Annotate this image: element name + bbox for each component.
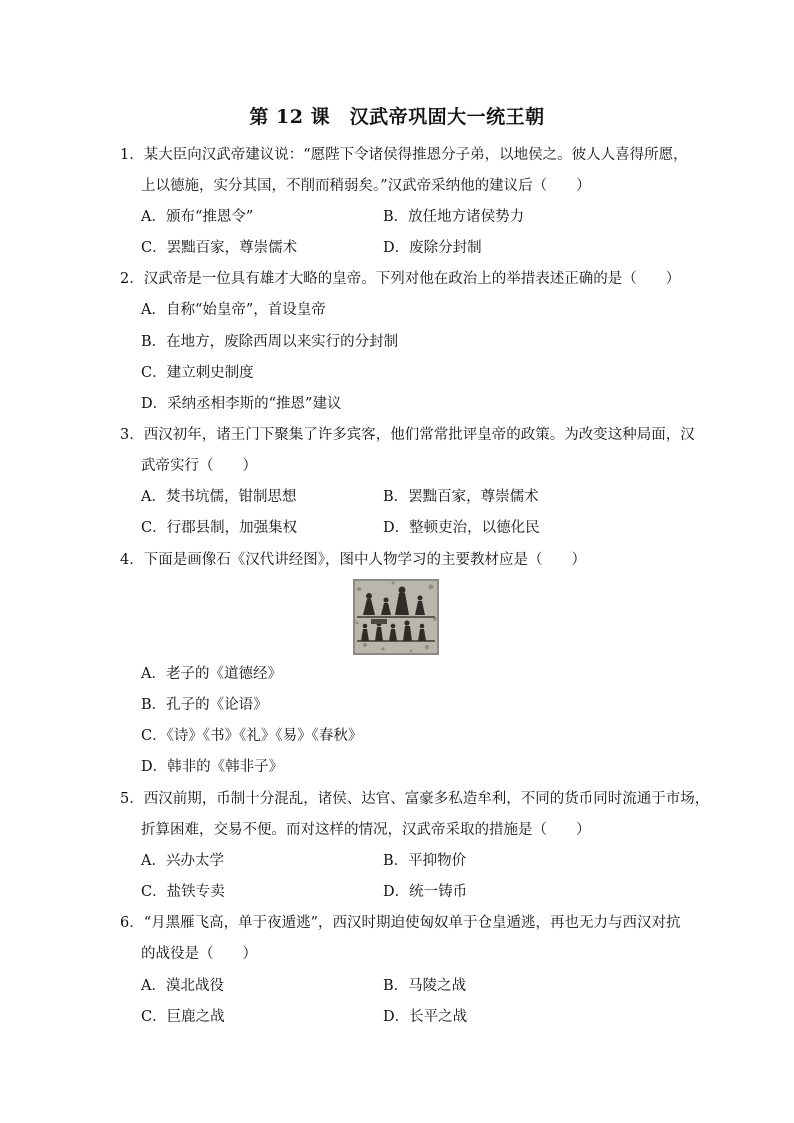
stone-relief-lecture-image bbox=[353, 579, 439, 655]
question-1-option-a[interactable]: A．颁布“推恩令” bbox=[141, 209, 254, 225]
question-5-option-c[interactable]: C．盐铁专卖 bbox=[141, 884, 225, 900]
question-6-stem-line-1: 6．“月黑雁飞高，单于夜遁逃”，西汉时期迫使匈奴单于仓皇遁逃，再也无力与西汉对抗 bbox=[120, 915, 681, 931]
question-6-option-b[interactable]: B．马陵之战 bbox=[383, 978, 467, 994]
question-3-option-a[interactable]: A．焚书坑儒，钳制思想 bbox=[141, 489, 297, 505]
question-6-option-a[interactable]: A．漠北战役 bbox=[141, 978, 224, 994]
question-5-option-b[interactable]: B．平抑物价 bbox=[383, 853, 467, 869]
question-4-option-d[interactable]: D．韩非的《韩非子》 bbox=[141, 759, 284, 775]
question-number: 3． bbox=[120, 427, 144, 443]
question-5-option-a[interactable]: A．兴办太学 bbox=[141, 853, 224, 869]
question-number: 1． bbox=[120, 147, 144, 163]
question-number: 6． bbox=[120, 915, 144, 931]
question-5-stem-line-2: 折算困难，交易不便。而对这样的情况，汉武帝采取的措施是（ ） bbox=[141, 822, 591, 838]
question-1-option-d[interactable]: D．废除分封制 bbox=[383, 240, 482, 256]
question-3-stem-line-1: 3．西汉初年，诸王门下聚集了许多宾客，他们常常批评皇帝的政策。为改变这种局面，汉 bbox=[120, 427, 695, 443]
question-2-option-c[interactable]: C．建立刺史制度 bbox=[141, 365, 254, 381]
question-1-option-c[interactable]: C．罢黜百家，尊崇儒术 bbox=[141, 240, 298, 256]
question-4-stem-line-1: 4．下面是画像石《汉代讲经图》，图中人物学习的主要教材应是（ ） bbox=[120, 552, 586, 568]
question-6-option-d[interactable]: D．长平之战 bbox=[383, 1009, 468, 1025]
question-1-option-b[interactable]: B．放任地方诸侯势力 bbox=[383, 209, 525, 225]
question-6-option-c[interactable]: C．巨鹿之战 bbox=[141, 1009, 225, 1025]
question-number: 4． bbox=[120, 552, 144, 568]
question-2-option-a[interactable]: A．自称“始皇帝”，首设皇帝 bbox=[141, 302, 326, 318]
question-1-stem-line-1: 1．某大臣向汉武帝建议说：“愿陛下令诸侯得推恩分子弟，以地侯之。彼人人喜得所愿， bbox=[120, 147, 688, 163]
question-4-option-c[interactable]: C．《诗》《书》《礼》《易》《春秋》 bbox=[141, 728, 363, 744]
question-5-option-d[interactable]: D．统一铸币 bbox=[383, 884, 468, 900]
question-3-option-d[interactable]: D．整顿吏治，以德化民 bbox=[383, 520, 540, 536]
question-2-option-b[interactable]: B．在地方，废除西周以来实行的分封制 bbox=[141, 334, 399, 350]
question-6-stem-line-2: 的战役是（ ） bbox=[141, 946, 257, 962]
question-4-option-b[interactable]: B．孔子的《论语》 bbox=[141, 697, 268, 713]
question-number: 2． bbox=[120, 271, 144, 287]
question-5-stem-line-1: 5．西汉前期，币制十分混乱，诸侯、达官、富豪多私造牟利，不同的货币同时流通于市场， bbox=[120, 791, 710, 807]
question-3-option-b[interactable]: B．罢黜百家，尊崇儒术 bbox=[383, 489, 539, 505]
question-2-option-d[interactable]: D．采纳丞相李斯的“推恩”建议 bbox=[141, 396, 342, 412]
question-3-option-c[interactable]: C．行郡县制，加强集权 bbox=[141, 520, 298, 536]
question-number: 5． bbox=[120, 791, 144, 807]
question-2-stem-line-1: 2．汉武帝是一位具有雄才大略的皇帝。下列对他在政治上的举措表述正确的是（ ） bbox=[120, 271, 681, 287]
question-4-option-a[interactable]: A．老子的《道德经》 bbox=[141, 666, 282, 682]
question-1-stem-line-2: 上以德施，实分其国，不削而稍弱矣。”汉武帝采纳他的建议后（ ） bbox=[141, 178, 591, 194]
question-3-stem-line-2: 武帝实行（ ） bbox=[141, 458, 257, 474]
page-title: 第 12 课 汉武帝巩固大一统王朝 bbox=[249, 106, 545, 128]
